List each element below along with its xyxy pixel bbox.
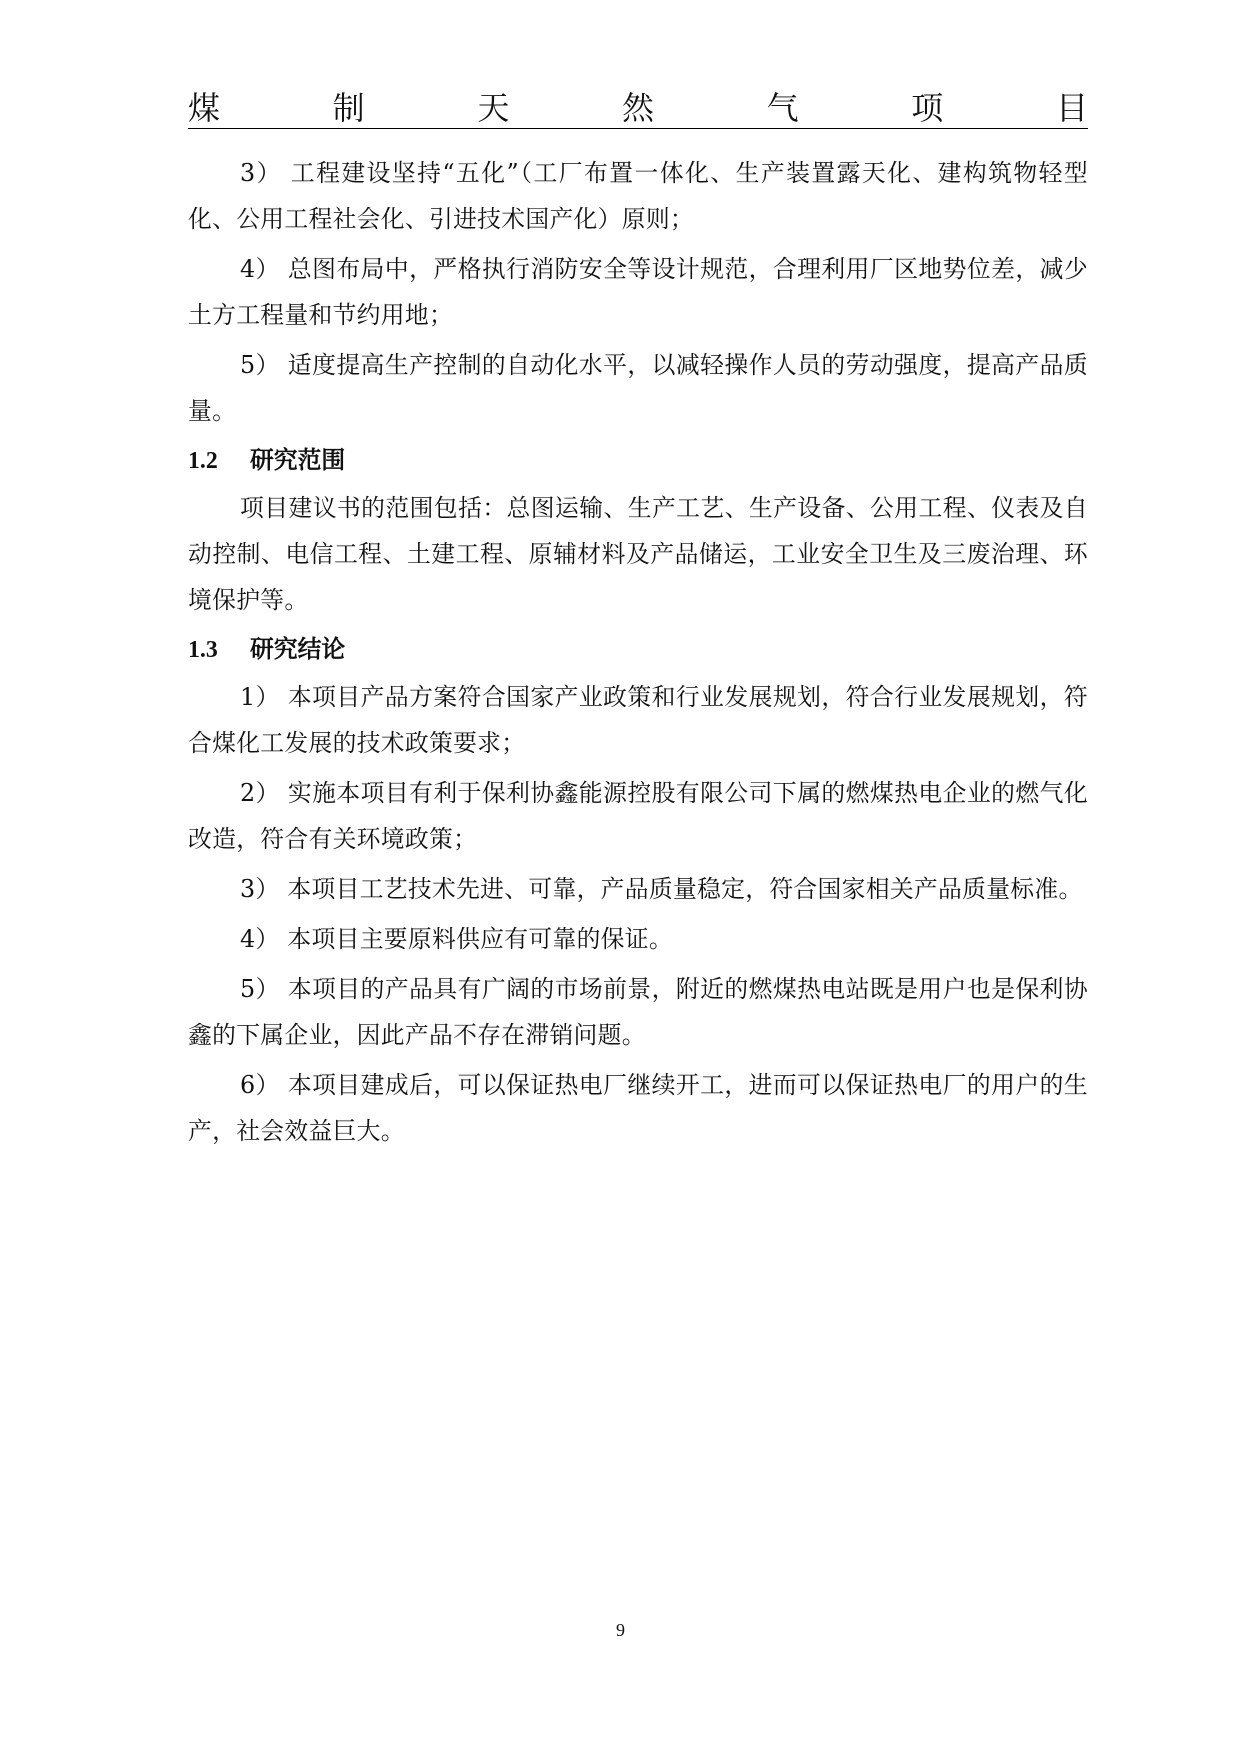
section-title: 研究结论 — [250, 635, 346, 663]
header-char: 然 — [621, 89, 654, 127]
header-divider — [188, 128, 1088, 129]
section-paragraph: 项目建议书的范围包括：总图运输、生产工艺、生产设备、公用工程、仪表及自动控制、电信工程、土建工程、原辅材料及产品储运，工业安全卫生及三废治理、环境保护等。 — [188, 494, 1088, 614]
section-number: 1.2 — [188, 448, 218, 474]
conclusion-item: 2） 实施本项目有利于保利协鑫能源控股有限公司下属的燃煤热电企业的燃气化改造，符合有关环境政策； — [188, 779, 1088, 853]
section-title: 研究范围 — [250, 446, 346, 474]
conclusion-item: 1） 本项目产品方案符合国家产业政策和行业发展规划，符合行业发展规划，符合煤化工发展的技术政策要求； — [188, 683, 1088, 757]
principle-item: 5） 适度提高生产控制的自动化水平，以减轻操作人员的劳动强度，提高产品质量。 — [188, 351, 1088, 425]
conclusion-item: 3） 本项目工艺技术先进、可靠，产品质量稳定，符合国家相关产品质量标准。 — [240, 875, 1083, 903]
header-char: 项 — [911, 89, 944, 127]
principle-item: 4） 总图布局中，严格执行消防安全等设计规范，合理利用厂区地势位差，减少土方工程量和节约用地； — [188, 255, 1088, 329]
section-heading — [188, 627, 1088, 672]
header-char: 目 — [1055, 89, 1088, 127]
conclusion-item: 4） 本项目主要原料供应有可靠的保证。 — [240, 925, 673, 953]
header-char: 天 — [477, 89, 510, 127]
header-char: 气 — [766, 89, 799, 127]
conclusion-item: 5） 本项目的产品具有广阔的市场前景，附近的燃煤热电站既是用户也是保利协鑫的下属企业，因此产品不存在滞销问题。 — [188, 975, 1088, 1049]
running-header — [188, 84, 1088, 128]
header-char: 煤 — [188, 89, 221, 127]
principle-item: 3） 工程建设坚持“五化”（工厂布置一体化、生产装置露天化、建构筑物轻型化、公用工程社会化、引进技术国产化）原则； — [188, 159, 1088, 233]
conclusion-item: 6） 本项目建成后，可以保证热电厂继续开工，进而可以保证热电厂的用户的生产，社会效益巨大。 — [188, 1071, 1088, 1145]
body-content — [188, 150, 1088, 1158]
header-char: 制 — [332, 89, 365, 127]
section-number: 1.3 — [188, 637, 218, 663]
page-number: 9 — [616, 1620, 625, 1640]
section-heading — [188, 438, 1088, 483]
